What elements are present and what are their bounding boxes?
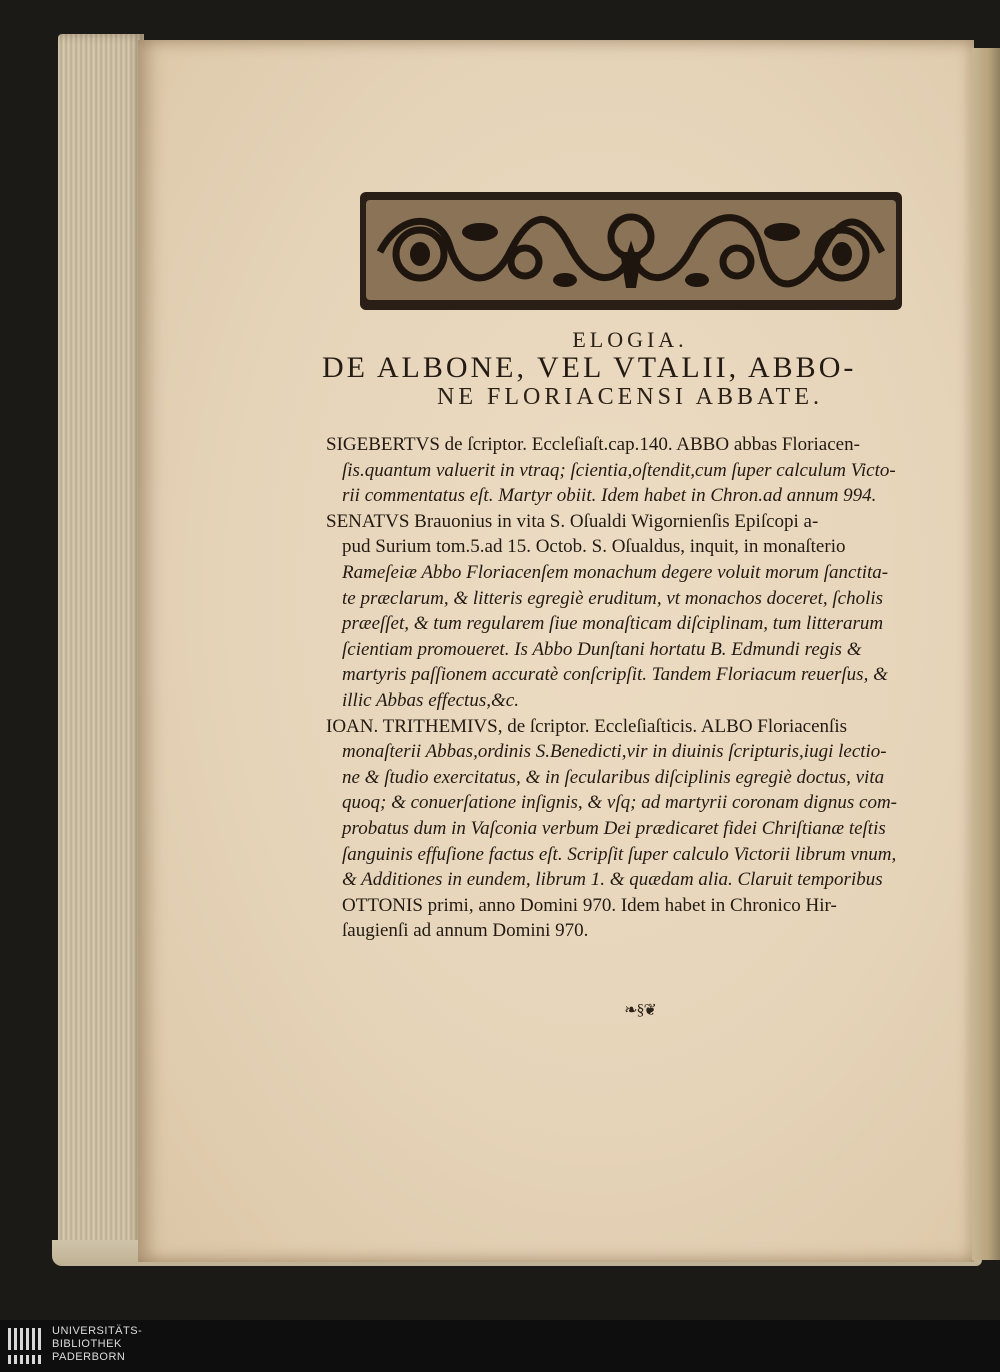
text-line: præeſſet, & tum regularem ſiue monaſticam diſciplinam, tum litterarum — [342, 613, 884, 635]
library-footer — [0, 1320, 1000, 1372]
text-line: ſcientiam promoueret. Is Abbo Dunſtani hortatu B. Edmundi regis & — [342, 638, 862, 660]
text-line: probatus dum in Vaſconia verbum Dei prædicaret fidei Chriſtianæ teſtis — [342, 817, 886, 839]
text-line: rii commentatus eſt. Martyr obiit. Idem habet in Chron.ad annum 994. — [342, 485, 877, 507]
text-line: quoq; & conuerſatione inſignis, & vſq; ad martyrii coronam dignus com- — [342, 792, 897, 814]
library-logo-icon — [6, 1324, 46, 1368]
body-text — [326, 432, 938, 944]
text-line: monaſterii Abbas,ordinis S.Benedicti,vir in diuinis ſcripturis,iugi lectio- — [342, 741, 887, 763]
chapter-title-line-2: NE FLORIACENSI ABBATE. — [436, 384, 824, 410]
text-line: ne & ſtudio exercitatus, & in ſecularibus diſciplinis egregiè doctus, vita — [342, 766, 885, 788]
text-line: & Additiones in eundem, librum 1. & quædam alia. Claruit temporibus — [342, 869, 883, 891]
section-heading: ELOGIA. — [572, 327, 688, 352]
text-line: Rameſeiæ Abbo Floriacenſem monachum degere voluit morum ſanctita- — [342, 561, 889, 583]
text-line: SIGEBERTVS de ſcriptor. Eccleſiaſt.cap.140. ABBO abbas Floriacen- — [326, 434, 860, 455]
book-page-edges — [58, 34, 144, 1264]
library-name — [52, 1325, 142, 1364]
text-line: ſis.quantum valuerit in vtraq; ſcientia,oſtendit,cum ſuper calculum Victo- — [342, 459, 896, 481]
text-line: ſanguinis effuſione factus eſt. Scripſit ſuper calculo Victorii librum vnum, — [342, 843, 897, 865]
text-line: ſaugienſi ad annum Domini 970. — [342, 920, 589, 942]
woodcut-headpiece-ornament — [360, 192, 902, 310]
book-gutter — [972, 48, 1000, 1260]
chapter-title-line-1: DE ALBONE, VEL VTALII, ABBO- — [322, 351, 857, 384]
text-line: OTTONIS primi, anno Domini 970. Idem habet in Chronico Hir- — [342, 894, 837, 916]
text-line: pud Surium tom.5.ad 15. Octob. S. Oſualdus, inquit, in monaſterio — [342, 536, 846, 558]
text-line: te præclarum, & litteris egregiè eruditum, vt monachos doceret, ſcholis — [342, 587, 884, 609]
text-line: martyris paſſionem accuratè conſcripſit. Tandem Floriacum reuerſus, & — [342, 664, 888, 686]
text-line: illic Abbas effectus,&c. — [342, 689, 519, 711]
text-line: SENATVS Brauonius in vita S. Oſualdi Wigornienſis Epiſcopi a- — [326, 510, 819, 532]
text-line: IOAN. TRITHEMIVS, de ſcriptor. Eccleſiaſticis. ALBO Floriacenſis — [326, 715, 847, 737]
library-name-line: BIBLIOTHEK — [52, 1338, 122, 1350]
fleuron-ornament: ❧§❦ — [624, 1002, 656, 1019]
library-name-line: UNIVERSITÄTS- — [52, 1325, 143, 1337]
library-name-line: PADERBORN — [52, 1351, 126, 1363]
